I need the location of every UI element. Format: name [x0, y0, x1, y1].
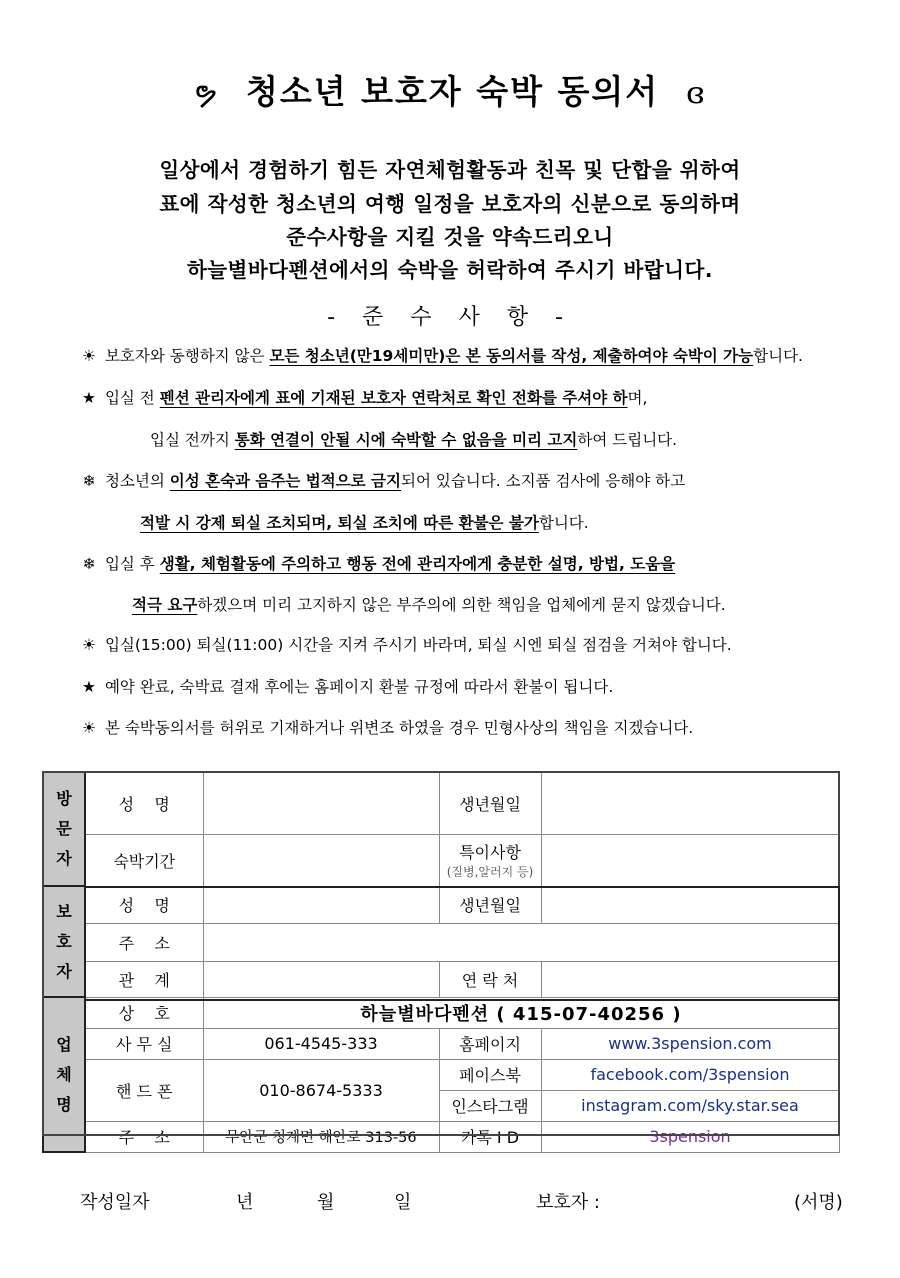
year-label: 년 [236, 1192, 254, 1213]
visitor-stay-label: 숙박기간 [85, 834, 203, 886]
star-icon: ★ [82, 389, 96, 407]
rule-item-2-cont: 입실 전까지 통화 연결이 안될 시에 숙박할 수 없음을 미리 고지하여 드립니다. [150, 431, 678, 449]
kakao-id-value: 3spension [541, 1121, 839, 1152]
company-label: 상 호 [85, 997, 203, 1028]
business-address-label: 주 소 [85, 1121, 203, 1152]
office-value: 061-4545-333 [203, 1028, 439, 1059]
visitor-name-field[interactable] [203, 772, 439, 834]
rules-heading: - 준 수 사 항 - [327, 305, 573, 330]
visitor-notes-sublabel: (질병,알러지 등) [446, 865, 534, 879]
day-label: 일 [394, 1192, 412, 1213]
guardian-contact-field[interactable] [541, 961, 839, 997]
homepage-link[interactable]: www.3spension.com [541, 1028, 839, 1059]
guardian-name-label: 성 명 [85, 886, 203, 923]
sun-icon: ☀ [82, 719, 96, 737]
rule-item-3-cont: 적발 시 강제 퇴실 조치되며, 퇴실 조치에 따른 환불은 불가합니다. [140, 514, 589, 532]
guardian-relation-label: 관 계 [85, 961, 203, 997]
facebook-link[interactable]: facebook.com/3spension [541, 1059, 839, 1090]
guardian-name-field[interactable] [203, 886, 439, 923]
right-ornament-icon: ɞ [686, 76, 707, 111]
intro-line-2: 표에 작성한 청소년의 여행 일정을 보호자의 신분으로 동의하며 [159, 192, 741, 216]
guardian-section-label: 보 호 자 [43, 886, 85, 997]
guardian-address-label: 주 소 [85, 923, 203, 961]
business-section-label: 업 체 명 [43, 997, 85, 1152]
kakao-label: 카톡 I D [439, 1121, 541, 1152]
left-ornament-icon: ຯ [193, 76, 220, 111]
intro-line-1: 일상에서 경험하기 힘든 자연체험활동과 친목 및 단합을 위하여 [159, 158, 741, 182]
intro-line-3: 준수사항을 지킬 것을 약속드리오니 [286, 225, 614, 249]
rule-item-6: ★ 예약 완료, 숙박료 결재 후에는 홈페이지 환불 규정에 따라서 환불이 됩니다. [78, 675, 613, 697]
visitor-notes-field[interactable] [541, 834, 839, 886]
visitor-notes-label: 특이사항 (질병,알러지 등) [439, 834, 541, 886]
visitor-stay-field[interactable] [203, 834, 439, 886]
guardian-sign-field[interactable] [612, 1188, 782, 1212]
facebook-label: 페이스북 [439, 1059, 541, 1090]
rule-item-1: ☀ 보호자와 동행하지 않은 모든 청소년(만19세미만)은 본 동의서를 작성, 제출하여야 숙박이 가능합니다. [78, 344, 803, 366]
guardian-relation-field[interactable] [203, 961, 439, 997]
star-icon: ★ [82, 678, 96, 696]
mobile-value: 010-8674-5333 [203, 1059, 439, 1121]
signature-label: (서명) [794, 1192, 843, 1213]
date-label: 작성일자 [80, 1192, 150, 1213]
rule-item-7: ☀ 본 숙박동의서를 허위로 기재하거나 위변조 하였을 경우 민형사상의 책임을 지겠습니다. [78, 716, 693, 738]
rule-item-3: ❄ 청소년의 이성 혼숙과 음주는 법적으로 금지되어 있습니다. 소지품 검사에 응해야 하고 [78, 469, 685, 491]
homepage-label: 홈페이지 [439, 1028, 541, 1059]
guardian-sign-label: 보호자 : [536, 1192, 600, 1213]
snowflake-icon: ❄ [82, 472, 96, 490]
intro-line-4: 하늘별바다펜션에서의 숙박을 허락하여 주시기 바랍니다. [186, 258, 714, 282]
guardian-address-field[interactable] [203, 923, 839, 961]
guardian-birth-label: 생년월일 [439, 886, 541, 923]
office-label: 사 무 실 [85, 1028, 203, 1059]
visitor-birth-field[interactable] [541, 772, 839, 834]
business-address-value: 무안군 청계면 해안로 313-56 [203, 1121, 439, 1152]
visitor-name-label: 성 명 [85, 772, 203, 834]
instagram-label: 인스타그램 [439, 1090, 541, 1121]
rule-item-2: ★ 입실 전 펜션 관리자에게 표에 기재된 보호자 연락처로 확인 전화를 주셔야 하며, [78, 386, 647, 408]
sun-icon: ☀ [82, 347, 96, 365]
guardian-birth-field[interactable] [541, 886, 839, 923]
sun-icon: ☀ [82, 636, 96, 654]
snowflake-icon: ❄ [82, 555, 96, 573]
mobile-label: 핸 드 폰 [85, 1059, 203, 1121]
visitor-birth-label: 생년월일 [439, 772, 541, 834]
document-title [0, 66, 900, 113]
rule-item-4-cont: 적극 요구하겠으며 미리 고지하지 않은 부주의에 의한 책임을 업체에게 묻지 않겠습니다. [132, 596, 726, 614]
month-label: 월 [317, 1192, 335, 1213]
guardian-contact-label: 연 락 처 [439, 961, 541, 997]
company-value: 하늘별바다펜션 ( 415-07-40256 ) [203, 997, 839, 1028]
instagram-link[interactable]: instagram.com/sky.star.sea [541, 1090, 839, 1121]
consent-form-table [42, 771, 840, 1153]
rule-item-4: ❄ 입실 후 생활, 체험활동에 주의하고 행동 전에 관리자에게 충분한 설명, 방법, 도움을 [78, 552, 675, 574]
rule-item-5: ☀ 입실(15:00) 퇴실(11:00) 시간을 지켜 주시기 바라며, 퇴실 시엔 퇴실 점검을 거쳐야 합니다. [78, 633, 732, 655]
title-text: 청소년 보호자 숙박 동의서 [246, 72, 660, 111]
visitor-section-label: 방 문 자 [43, 772, 85, 886]
